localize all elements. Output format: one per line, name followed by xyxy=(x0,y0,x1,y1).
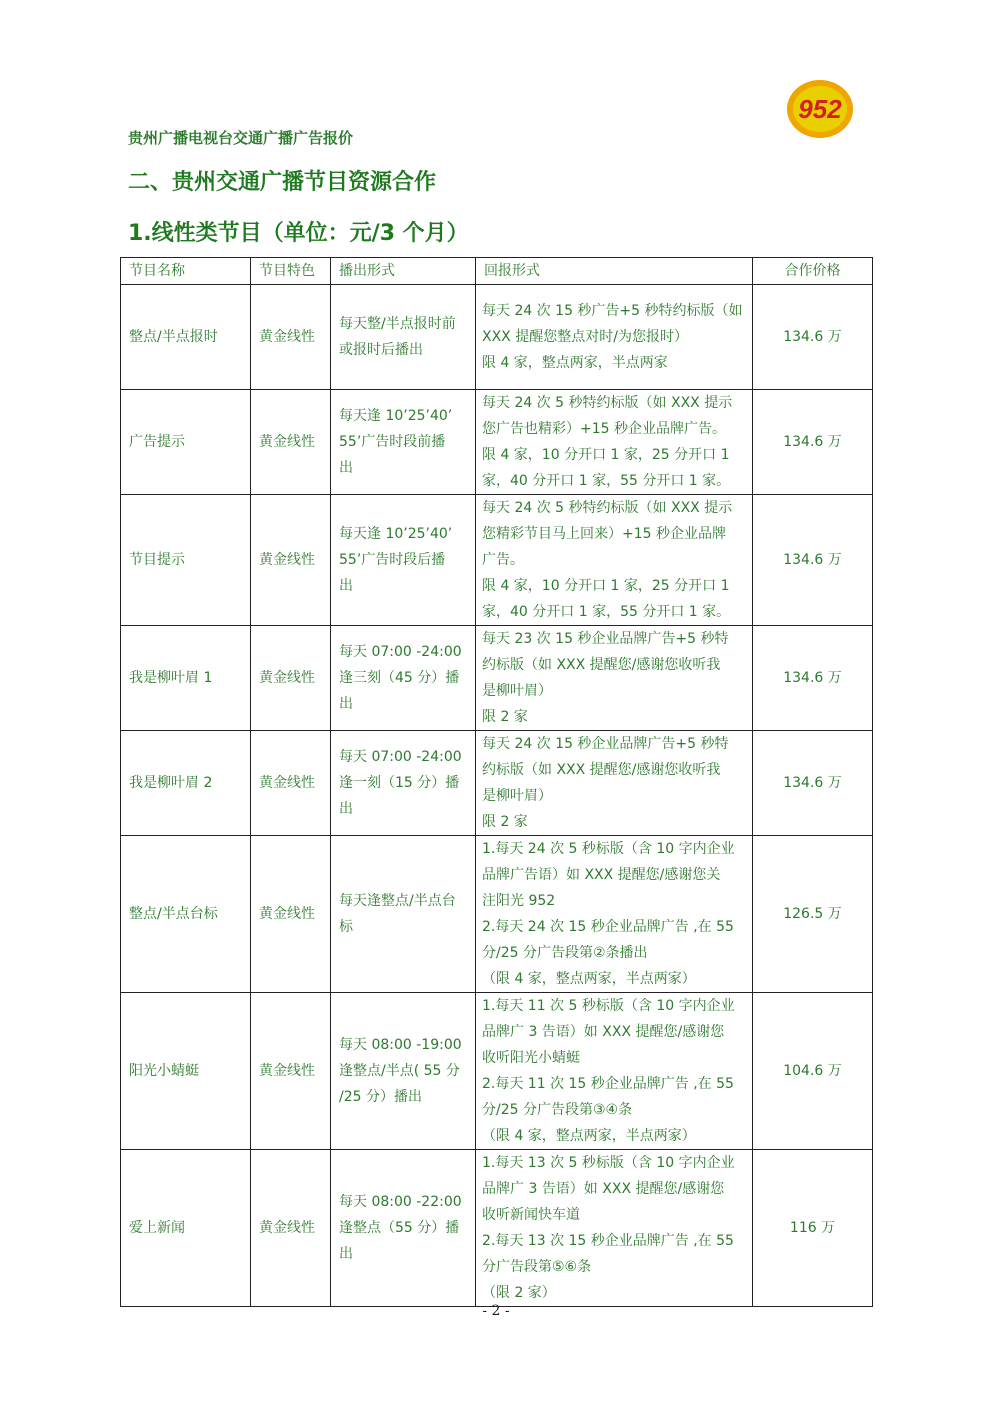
returns-line: 家，40 分开口 1 家，55 分开口 1 家。 xyxy=(482,473,731,489)
returns-line: 限 2 家 xyxy=(482,814,528,830)
table-row xyxy=(121,731,873,836)
table-row xyxy=(121,495,873,626)
price-cell: 134.6 万 xyxy=(753,285,873,390)
returns-line: 每天 23 次 15 秒企业品牌广告+5 秒特 xyxy=(482,631,729,647)
program-feature-cell: 黄金线性 xyxy=(251,626,331,731)
program-feature-cell: 黄金线性 xyxy=(251,285,331,390)
returns-line: 收听阳光小蜻蜓 xyxy=(482,1050,580,1066)
airing-cell xyxy=(331,993,476,1150)
airing-line: 每天逢 10’25’40’ xyxy=(339,408,453,424)
returns-line: 分/25 分广告段第③④条 xyxy=(482,1102,633,1118)
program-feature-cell: 黄金线性 xyxy=(251,993,331,1150)
airing-line: 每天逢整点/半点台 xyxy=(339,893,456,909)
airing-cell xyxy=(331,495,476,626)
returns-line: 2.每天 11 次 15 秒企业品牌广告 ,在 55 xyxy=(482,1076,734,1092)
returns-cell xyxy=(476,495,753,626)
returns-cell xyxy=(476,731,753,836)
rate-table xyxy=(120,257,873,1307)
returns-cell xyxy=(476,836,753,993)
returns-line: 注阳光 952 xyxy=(482,893,556,909)
table-row xyxy=(121,993,873,1150)
airing-line: 出 xyxy=(339,696,353,712)
price-cell: 134.6 万 xyxy=(753,390,873,495)
returns-line: 1.每天 24 次 5 秒标版（含 10 字内企业 xyxy=(482,841,735,857)
returns-cell xyxy=(476,993,753,1150)
price-cell: 104.6 万 xyxy=(753,993,873,1150)
program-name-cell: 整点/半点报时 xyxy=(121,285,251,390)
program-name-cell: 阳光小蜻蜓 xyxy=(121,993,251,1150)
returns-line: 每天 24 次 15 秒广告+5 秒特约标版（如 xyxy=(482,303,743,319)
returns-line: 您广告也精彩）+15 秒企业品牌广告。 xyxy=(482,421,726,437)
returns-line: 限 2 家 xyxy=(482,709,528,725)
table-row xyxy=(121,1150,873,1307)
returns-cell xyxy=(476,285,753,390)
program-feature-cell: 黄金线性 xyxy=(251,731,331,836)
returns-cell xyxy=(476,1150,753,1307)
returns-line: 是柳叶眉） xyxy=(482,788,552,804)
program-feature-cell: 黄金线性 xyxy=(251,495,331,626)
station-logo xyxy=(786,76,856,140)
airing-line: 出 xyxy=(339,578,353,594)
column-header-name: 节目名称 xyxy=(121,258,251,285)
airing-line: 逢整点（55 分）播 xyxy=(339,1220,460,1236)
section-title: 二、贵州交通广播节目资源合作 xyxy=(128,170,437,195)
returns-line: XXX 提醒您整点对时/为您报时） xyxy=(482,329,688,345)
airing-cell xyxy=(331,1150,476,1307)
airing-line: 逢一刻（15 分）播 xyxy=(339,775,460,791)
airing-line: /25 分）播出 xyxy=(339,1089,422,1105)
airing-line: 每天 08:00 -19:00 xyxy=(339,1037,462,1053)
returns-line: 限 4 家，整点两家，半点两家 xyxy=(482,355,668,371)
airing-line: 或报时后播出 xyxy=(339,342,423,358)
program-name-cell: 节目提示 xyxy=(121,495,251,626)
returns-line: 2.每天 24 次 15 秒企业品牌广告 ,在 55 xyxy=(482,919,734,935)
airing-cell xyxy=(331,285,476,390)
program-feature-cell: 黄金线性 xyxy=(251,390,331,495)
returns-line: 品牌广告语）如 XXX 提醒您/感谢您关 xyxy=(482,867,721,883)
returns-line: 约标版（如 XXX 提醒您/感谢您收听我 xyxy=(482,762,721,778)
returns-line: 2.每天 13 次 15 秒企业品牌广告 ,在 55 xyxy=(482,1233,734,1249)
table-header-row xyxy=(121,258,873,285)
returns-cell xyxy=(476,390,753,495)
airing-line: 每天整/半点报时前 xyxy=(339,316,456,332)
program-feature-cell: 黄金线性 xyxy=(251,1150,331,1307)
airing-cell xyxy=(331,626,476,731)
page-number: - 2 - xyxy=(482,1303,510,1319)
returns-line: 限 4 家，10 分开口 1 家，25 分开口 1 xyxy=(482,578,730,594)
airing-line: 每天 08:00 -22:00 xyxy=(339,1194,462,1210)
airing-line: 逢三刻（45 分）播 xyxy=(339,670,460,686)
price-cell: 134.6 万 xyxy=(753,731,873,836)
table-body xyxy=(121,285,873,1307)
returns-line: （限 4 家，整点两家，半点两家） xyxy=(482,971,696,987)
document-header: 贵州广播电视台交通广播广告报价 xyxy=(128,129,354,147)
returns-line: 每天 24 次 5 秒特约标版（如 XXX 提示 xyxy=(482,395,733,411)
returns-line: 约标版（如 XXX 提醒您/感谢您收听我 xyxy=(482,657,721,673)
returns-line: 限 4 家，10 分开口 1 家，25 分开口 1 xyxy=(482,447,730,463)
returns-line: 是柳叶眉） xyxy=(482,683,552,699)
price-cell: 126.5 万 xyxy=(753,836,873,993)
returns-line: 1.每天 13 次 5 秒标版（含 10 字内企业 xyxy=(482,1155,735,1171)
table-row xyxy=(121,626,873,731)
returns-line: 品牌广 3 告语）如 XXX 提醒您/感谢您 xyxy=(482,1024,725,1040)
airing-line: 每天逢 10’25’40’ xyxy=(339,526,453,542)
price-cell: 134.6 万 xyxy=(753,495,873,626)
program-name-cell: 我是柳叶眉 1 xyxy=(121,626,251,731)
returns-line: 您精彩节目马上回来）+15 秒企业品牌 xyxy=(482,526,726,542)
program-name-cell: 整点/半点台标 xyxy=(121,836,251,993)
program-name-cell: 广告提示 xyxy=(121,390,251,495)
airing-line: 55’广告时段后播 xyxy=(339,552,446,568)
returns-line: 1.每天 11 次 5 秒标版（含 10 字内企业 xyxy=(482,998,735,1014)
column-header-feature: 节目特色 xyxy=(251,258,331,285)
returns-line: 分/25 分广告段第②条播出 xyxy=(482,945,648,961)
returns-line: 家，40 分开口 1 家，55 分开口 1 家。 xyxy=(482,604,731,620)
returns-cell xyxy=(476,626,753,731)
table-row xyxy=(121,285,873,390)
logo-graphic xyxy=(786,76,856,140)
airing-line: 每天 07:00 -24:00 xyxy=(339,644,462,660)
airing-line: 逢整点/半点( 55 分 xyxy=(339,1063,460,1079)
column-header-returns: 回报形式 xyxy=(476,258,753,285)
returns-line: 收听新闻快车道 xyxy=(482,1207,580,1223)
returns-line: 品牌广 3 告语）如 XXX 提醒您/感谢您 xyxy=(482,1181,725,1197)
airing-line: 出 xyxy=(339,801,353,817)
airing-line: 每天 07:00 -24:00 xyxy=(339,749,462,765)
price-cell: 134.6 万 xyxy=(753,626,873,731)
program-name-cell: 我是柳叶眉 2 xyxy=(121,731,251,836)
airing-cell xyxy=(331,390,476,495)
returns-line: （限 4 家，整点两家，半点两家） xyxy=(482,1128,696,1144)
returns-line: 每天 24 次 5 秒特约标版（如 XXX 提示 xyxy=(482,500,733,516)
subsection-title: 1.线性类节目（单位：元/3 个月） xyxy=(128,221,469,246)
program-feature-cell: 黄金线性 xyxy=(251,836,331,993)
table-row xyxy=(121,836,873,993)
returns-line: 每天 24 次 15 秒企业品牌广告+5 秒特 xyxy=(482,736,729,752)
airing-line: 出 xyxy=(339,460,353,476)
returns-line: 分广告段第⑤⑥条 xyxy=(482,1259,592,1275)
program-name-cell: 爱上新闻 xyxy=(121,1150,251,1307)
table-row xyxy=(121,390,873,495)
column-header-airing: 播出形式 xyxy=(331,258,476,285)
logo-number: 952 xyxy=(798,94,842,124)
returns-line: （限 2 家） xyxy=(482,1285,556,1301)
airing-line: 标 xyxy=(339,919,353,935)
airing-line: 出 xyxy=(339,1246,353,1262)
airing-cell xyxy=(331,836,476,993)
column-header-price: 合作价格 xyxy=(753,258,873,285)
price-cell: 116 万 xyxy=(753,1150,873,1307)
airing-line: 55’广告时段前播 xyxy=(339,434,446,450)
airing-cell xyxy=(331,731,476,836)
returns-line: 广告。 xyxy=(482,552,524,568)
